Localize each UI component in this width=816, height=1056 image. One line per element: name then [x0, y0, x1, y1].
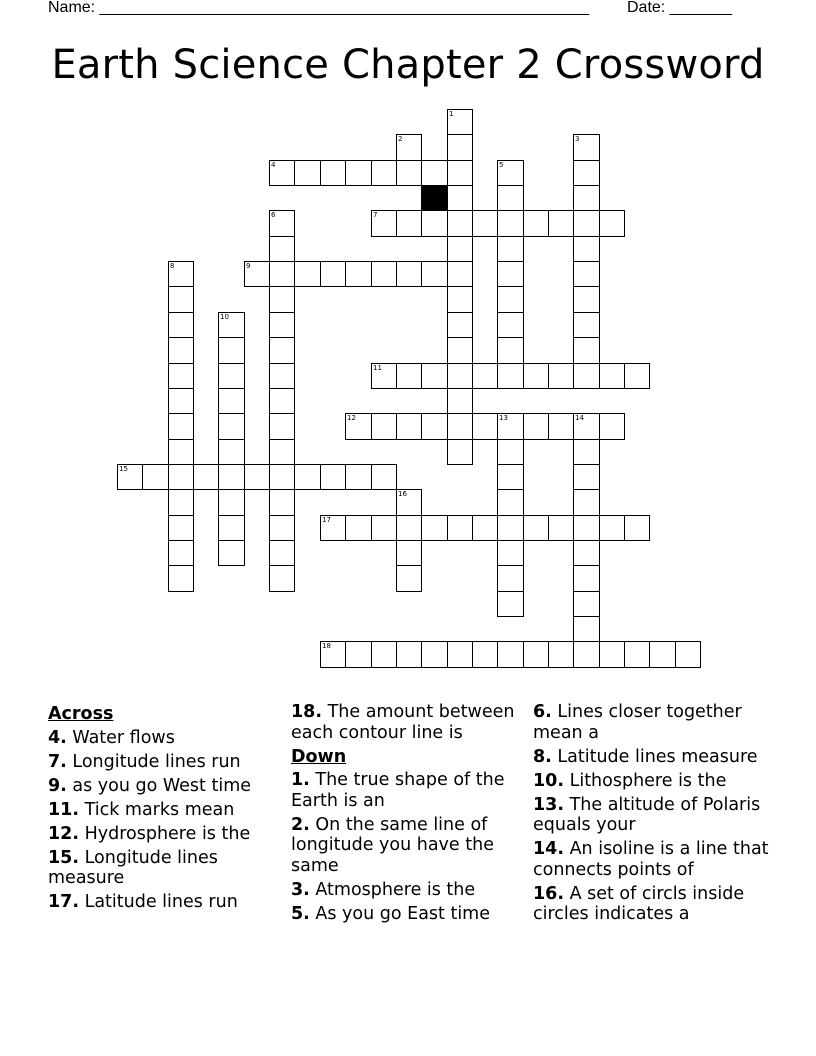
clue-item [48, 776, 288, 797]
grid-cell[interactable] [573, 312, 600, 338]
clue-text: A set of circls inside circles indicates a [533, 883, 745, 924]
grid-cell[interactable] [421, 515, 448, 541]
grid-cell[interactable] [269, 540, 295, 566]
grid-cell[interactable] [472, 363, 498, 389]
clue-item [48, 848, 288, 889]
grid-cell[interactable] [294, 261, 321, 287]
clue-text: On the same line of longitude you have the same [291, 814, 494, 876]
clue-item [48, 752, 288, 773]
grid-cell[interactable] [497, 489, 524, 516]
grid-cell[interactable] [497, 464, 524, 490]
grid-cell[interactable] [294, 160, 321, 186]
grid-cell[interactable] [497, 439, 524, 465]
grid-cell[interactable] [218, 464, 245, 490]
clue-item [48, 800, 288, 821]
clue-text: Lithosphere is the [564, 770, 727, 791]
clues-column-1 [48, 702, 288, 916]
grid-cell[interactable] [447, 337, 473, 364]
grid-cell[interactable] [269, 489, 295, 516]
grid-cell[interactable] [218, 540, 245, 566]
clue-text: Lines closer together mean a [533, 702, 742, 743]
grid-cell[interactable] [345, 160, 372, 186]
grid-cell[interactable] [447, 439, 473, 465]
grid-cell[interactable] [573, 464, 600, 490]
grid-cell[interactable] [320, 464, 346, 490]
clue-number: 15. [48, 847, 80, 868]
grid-cell[interactable] [573, 641, 600, 668]
grid-cell[interactable] [320, 261, 346, 287]
clue-item [291, 880, 521, 901]
grid-cell[interactable] [269, 464, 295, 490]
clue-text: The true shape of the Earth is an [291, 770, 505, 811]
grid-cell[interactable] [548, 210, 574, 237]
grid-cell[interactable] [573, 363, 600, 389]
grid-cell[interactable] [472, 210, 498, 237]
grid-cell[interactable] [168, 565, 194, 592]
grid-cell[interactable] [447, 515, 473, 541]
clue-item [533, 702, 773, 743]
clue-item [533, 771, 773, 792]
clue-number: 17. [48, 892, 80, 912]
grid-cell[interactable] [472, 641, 498, 668]
clue-number-label: 16 [398, 490, 407, 498]
grid-cell[interactable] [168, 540, 194, 566]
grid-cell[interactable] [269, 363, 295, 389]
grid-cell[interactable] [269, 565, 295, 592]
grid-cell[interactable] [599, 413, 625, 440]
clue-number-label: 5 [499, 161, 504, 169]
date-field-label: Date: _______ [627, 0, 732, 16]
grid-cell[interactable] [168, 464, 194, 490]
clues-column-3 [533, 702, 773, 928]
grid-cell[interactable] [523, 641, 549, 668]
grid-cell[interactable] [168, 439, 194, 465]
grid-cell[interactable] [497, 236, 524, 262]
clue-text: Atmosphere is the [309, 879, 476, 900]
clue-number-label: 8 [170, 262, 175, 270]
grid-cell[interactable] [421, 261, 448, 287]
grid-cell[interactable] [244, 464, 270, 490]
grid-cell[interactable] [497, 210, 524, 237]
clue-item [291, 770, 521, 811]
clue-item [291, 904, 521, 925]
down-heading: Down [291, 746, 347, 767]
grid-cell[interactable] [269, 515, 295, 541]
grid-cell[interactable] [675, 641, 701, 668]
clue-text: Water flows [66, 727, 175, 748]
grid-cell[interactable] [168, 388, 194, 414]
grid-cell[interactable] [320, 160, 346, 186]
grid-cell[interactable] [573, 337, 600, 364]
grid-cell[interactable] [573, 185, 600, 211]
clue-number: 9. [48, 775, 67, 796]
grid-cell[interactable] [447, 185, 473, 211]
clue-text: As you go East time [309, 903, 490, 924]
grid-cell[interactable] [396, 515, 422, 541]
clue-number: 8. [533, 746, 552, 767]
grid-cell[interactable] [548, 515, 574, 541]
page-title: Earth Science Chapter 2 Crossword [51, 42, 765, 88]
clue-number-label: 10 [220, 313, 229, 321]
clue-number: 13. [533, 794, 565, 815]
clue-number: 18. [291, 702, 323, 722]
clue-item [48, 824, 288, 845]
grid-cell[interactable] [371, 160, 397, 186]
clue-text: Longitude lines run [66, 751, 241, 772]
grid-cell[interactable] [497, 565, 524, 592]
grid-cell[interactable] [396, 641, 422, 668]
grid-cell[interactable] [269, 312, 295, 338]
grid-cell[interactable] [168, 312, 194, 338]
grid-cell[interactable] [497, 286, 524, 313]
grid-cell[interactable] [269, 388, 295, 414]
clue-text: An isoline is a line that connects points of [533, 839, 769, 880]
grid-cell[interactable] [218, 388, 245, 414]
clue-number-label: 2 [398, 135, 403, 143]
grid-cell[interactable] [218, 363, 245, 389]
grid-cell[interactable] [345, 464, 372, 490]
clue-text: The amount between each contour line is [291, 702, 515, 743]
grid-cell[interactable] [447, 261, 473, 287]
grid-cell[interactable] [447, 210, 473, 237]
grid-cell[interactable] [269, 439, 295, 465]
clue-number-label: 13 [499, 414, 508, 422]
grid-cell[interactable] [371, 464, 397, 490]
clue-number: 1. [291, 770, 310, 790]
black-square [421, 185, 448, 211]
clue-text: Latitude lines run [79, 892, 238, 912]
clue-number: 12. [48, 823, 80, 844]
clue-item [291, 815, 521, 877]
clue-text: Tick marks mean [79, 799, 235, 820]
grid-cell[interactable] [599, 210, 625, 237]
across-heading: Across [48, 704, 114, 724]
grid-cell[interactable] [497, 363, 524, 389]
grid-cell[interactable] [269, 337, 295, 364]
grid-cell[interactable] [624, 515, 650, 541]
grid-cell[interactable] [447, 134, 473, 161]
grid-cell[interactable] [269, 286, 295, 313]
clue-number: 16. [533, 883, 565, 904]
grid-cell[interactable] [269, 413, 295, 440]
grid-cell[interactable] [472, 413, 498, 440]
grid-cell[interactable] [573, 286, 600, 313]
grid-cell[interactable] [396, 540, 422, 566]
grid-cell[interactable] [624, 641, 650, 668]
grid-cell[interactable] [573, 591, 600, 617]
grid-cell[interactable] [548, 413, 574, 440]
grid-cell[interactable] [345, 261, 372, 287]
clue-number: 7. [48, 751, 67, 772]
grid-cell[interactable] [371, 515, 397, 541]
grid-cell[interactable] [523, 210, 549, 237]
grid-cell[interactable] [294, 464, 321, 490]
grid-cell[interactable] [218, 489, 245, 516]
grid-cell[interactable] [599, 515, 625, 541]
grid-cell[interactable] [523, 515, 549, 541]
clue-number-label: 6 [271, 211, 276, 219]
grid-cell[interactable] [396, 210, 422, 237]
clue-item [533, 884, 773, 925]
grid-cell[interactable] [345, 515, 372, 541]
grid-cell[interactable] [573, 439, 600, 465]
clue-number-label: 14 [575, 414, 584, 422]
grid-cell[interactable] [218, 413, 245, 440]
grid-cell[interactable] [218, 439, 245, 465]
clue-number-label: 18 [322, 642, 331, 650]
grid-cell[interactable] [269, 236, 295, 262]
grid-cell[interactable] [573, 210, 600, 237]
clue-item [533, 795, 773, 836]
grid-cell[interactable] [497, 312, 524, 338]
grid-cell[interactable] [497, 515, 524, 541]
grid-cell[interactable] [269, 261, 295, 287]
grid-cell[interactable] [168, 489, 194, 516]
grid-cell[interactable] [218, 337, 245, 364]
clue-item [291, 702, 521, 743]
grid-cell[interactable] [573, 236, 600, 262]
grid-cell[interactable] [421, 363, 448, 389]
clue-number-label: 7 [373, 211, 378, 219]
clue-number-label: 1 [449, 110, 454, 118]
grid-cell[interactable] [573, 160, 600, 186]
clue-text: Longitude lines measure [48, 847, 218, 888]
clue-text: Latitude lines measure [551, 746, 758, 767]
grid-cell[interactable] [193, 464, 219, 490]
grid-cell[interactable] [447, 388, 473, 414]
grid-cell[interactable] [396, 413, 422, 440]
clue-number-label: 4 [271, 161, 276, 169]
grid-cell[interactable] [624, 363, 650, 389]
grid-cell[interactable] [371, 641, 397, 668]
clue-number: 4. [48, 727, 67, 748]
grid-cell[interactable] [142, 464, 169, 490]
clue-number-label: 15 [119, 465, 128, 473]
grid-cell[interactable] [218, 515, 245, 541]
clue-item [48, 728, 288, 749]
grid-cell[interactable] [573, 261, 600, 287]
grid-cell[interactable] [497, 261, 524, 287]
grid-cell[interactable] [168, 286, 194, 313]
grid-cell[interactable] [472, 515, 498, 541]
clue-number-label: 3 [575, 135, 580, 143]
clue-text: as you go West time [66, 775, 252, 796]
grid-cell[interactable] [497, 540, 524, 566]
clue-number: 11. [48, 799, 80, 820]
grid-cell[interactable] [168, 337, 194, 364]
clue-number-label: 11 [373, 364, 382, 372]
grid-cell[interactable] [599, 363, 625, 389]
clue-text: The altitude of Polaris equals your [533, 794, 761, 835]
grid-cell[interactable] [497, 337, 524, 364]
clue-number: 5. [291, 903, 310, 924]
name-field-label: Name: _______________________________________________________ [48, 0, 589, 16]
grid-cell[interactable] [599, 641, 625, 668]
clue-number: 2. [291, 814, 310, 835]
grid-cell[interactable] [548, 641, 574, 668]
grid-cell[interactable] [447, 363, 473, 389]
clue-number: 6. [533, 702, 552, 722]
clue-number-label: 9 [246, 262, 251, 270]
grid-cell[interactable] [421, 210, 448, 237]
grid-cell[interactable] [573, 616, 600, 642]
grid-cell[interactable] [447, 312, 473, 338]
clue-number: 3. [291, 879, 310, 900]
clue-item [48, 892, 288, 913]
grid-cell[interactable] [396, 565, 422, 592]
grid-cell[interactable] [447, 236, 473, 262]
grid-cell[interactable] [649, 641, 676, 668]
grid-cell[interactable] [447, 413, 473, 440]
grid-cell[interactable] [371, 413, 397, 440]
grid-cell[interactable] [523, 413, 549, 440]
grid-cell[interactable] [447, 160, 473, 186]
clues-column-2 [291, 702, 521, 928]
grid-cell[interactable] [573, 515, 600, 541]
grid-cell[interactable] [421, 413, 448, 440]
grid-cell[interactable] [396, 363, 422, 389]
grid-cell[interactable] [371, 261, 397, 287]
clue-item [533, 747, 773, 768]
grid-cell[interactable] [421, 160, 448, 186]
grid-cell[interactable] [548, 363, 574, 389]
grid-cell[interactable] [573, 540, 600, 566]
grid-cell[interactable] [447, 286, 473, 313]
grid-cell[interactable] [447, 641, 473, 668]
grid-cell[interactable] [497, 591, 524, 617]
grid-cell[interactable] [523, 363, 549, 389]
clue-text: Hydrosphere is the [79, 823, 251, 844]
grid-cell[interactable] [396, 160, 422, 186]
grid-cell[interactable] [497, 641, 524, 668]
clue-number-label: 17 [322, 516, 331, 524]
grid-cell[interactable] [573, 565, 600, 592]
clue-number-label: 12 [347, 414, 356, 422]
grid-cell[interactable] [573, 489, 600, 516]
clue-number: 14. [533, 839, 565, 859]
grid-cell[interactable] [396, 261, 422, 287]
grid-cell[interactable] [168, 413, 194, 440]
clue-item [533, 839, 773, 880]
clue-number: 10. [533, 770, 565, 791]
grid-cell[interactable] [345, 641, 372, 668]
grid-cell[interactable] [168, 363, 194, 389]
grid-cell[interactable] [497, 185, 524, 211]
grid-cell[interactable] [168, 515, 194, 541]
grid-cell[interactable] [421, 641, 448, 668]
